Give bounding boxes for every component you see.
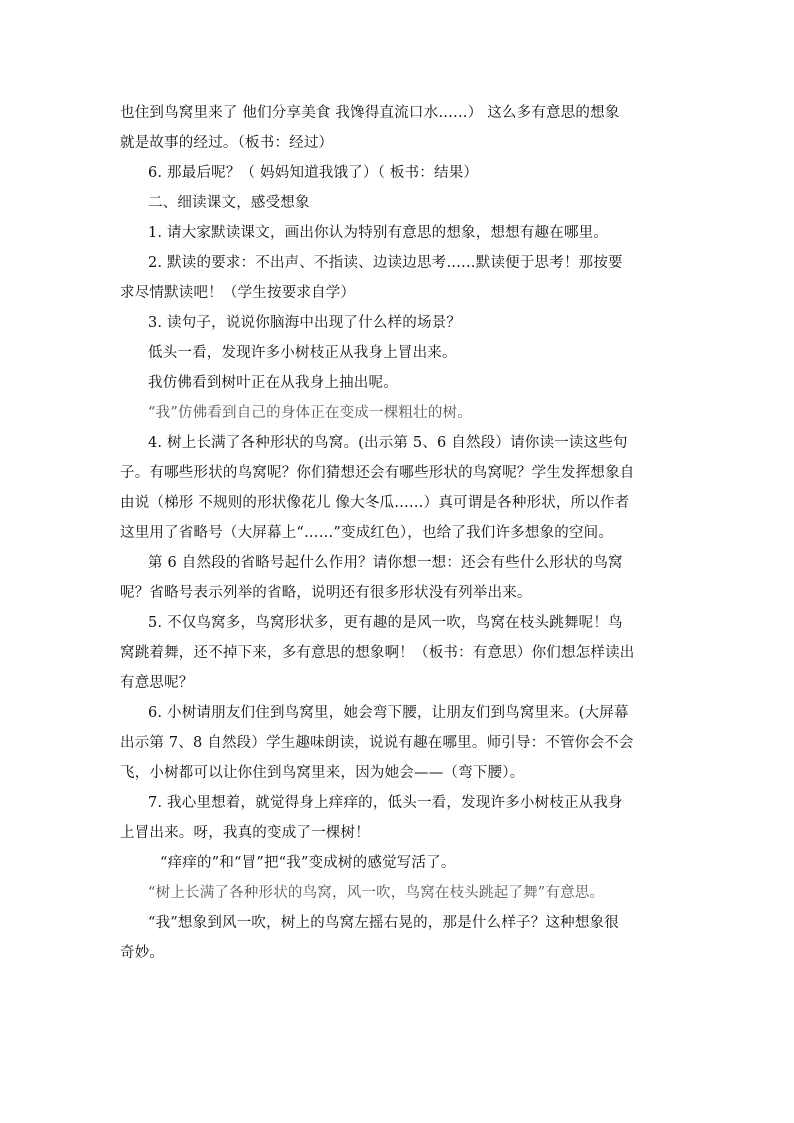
quote-line: 我仿佛看到树叶正在从我身上抽出呢。 — [148, 375, 398, 391]
text-line: “我”想象到风一吹，树上的鸟窝左摇右晃的，那是什么样子？这种想象很 — [148, 915, 619, 931]
text-line: 这里用了省略号（大屏幕上“……”变成红色），也给了我们许多想象的空间。 — [120, 525, 614, 541]
text-line: 5. 不仅鸟窝多，鸟窝形状多，更有趣的是风一吹，鸟窝在枝头跳舞呢！鸟 — [148, 615, 623, 631]
text-line: 6. 小树请朋友们住到鸟窝里，她会弯下腰，让朋友们到鸟窝里来。(大屏幕 — [148, 705, 629, 721]
text-line: 由说（梯形 不规则的形状像花儿 像大冬瓜……）真可谓是各种形状，所以作者 — [120, 495, 630, 511]
text-line: 1. 请大家默读课文，画出你认为特别有意思的想象，想想有趣在哪里。 — [148, 225, 609, 241]
text-line: 3. 读句子，说说你脑海中出现了什么样的场景？ — [148, 315, 462, 331]
text-line: 求尽情默读吧！（学生按要求自学） — [120, 285, 356, 301]
quote-line: “我”仿佛看到自己的身体正在变成一棵粗壮的树。 — [148, 405, 472, 421]
text-line: 奇妙。 — [120, 945, 165, 961]
text-line: 6. 那最后呢？（ 妈妈知道我饿了）（ 板书：结果） — [148, 165, 479, 181]
text-line: 出示第 7、8 自然段）学生趣味朗读，说说有趣在哪里。师引导：不管你会不会 — [120, 735, 634, 751]
text-line: 就是故事的经过。（板书：经过） — [120, 135, 334, 151]
text-line: 飞，小树都可以让你住到鸟窝里来，因为她会——（弯下腰）。 — [120, 765, 525, 781]
text-line: 2. 默读的要求：不出声、不指读、边读边思考……默读便于思考！那按要 — [148, 255, 623, 271]
text-line: “树上长满了各种形状的鸟窝，风一吹，鸟窝在枝头跳起了舞”有意思。 — [148, 885, 605, 901]
text-line: “痒痒的”和“冒”把“我”变成树的感觉写活了。 — [160, 855, 456, 871]
section-heading: 二、细读课文，感受想象 — [148, 195, 310, 211]
text-line: 有意思呢？ — [120, 675, 194, 691]
text-line: 也住到鸟窝里来了 他们分享美食 我馋得直流口水……） 这么多有意思的想象 — [120, 105, 620, 121]
text-line: 第 6 自然段的省略号起什么作用？请你想一想：还会有些什么形状的鸟窝 — [148, 555, 623, 571]
quote-line: 低头一看，发现许多小树枝正从我身上冒出来。 — [148, 345, 457, 361]
text-line: 7. 我心里想着，就觉得身上痒痒的，低头一看，发现许多小树枝正从我身 — [148, 795, 623, 811]
text-line: 4. 树上长满了各种形状的鸟窝。(出示第 5、6 自然段）请你读一读这些句 — [148, 435, 628, 451]
text-line: 呢？省略号表示列举的省略，说明还有很多形状没有列举出来。 — [120, 585, 532, 601]
text-line: 子。有哪些形状的鸟窝呢？你们猜想还会有哪些形状的鸟窝呢？学生发挥想象自 — [120, 465, 635, 481]
text-line: 窝跳着舞，还不掉下来，多有意思的想象啊！（板书：有意思）你们想怎样读出 — [120, 645, 635, 661]
text-line: 上冒出来。呀，我真的变成了一棵树！ — [120, 825, 370, 841]
